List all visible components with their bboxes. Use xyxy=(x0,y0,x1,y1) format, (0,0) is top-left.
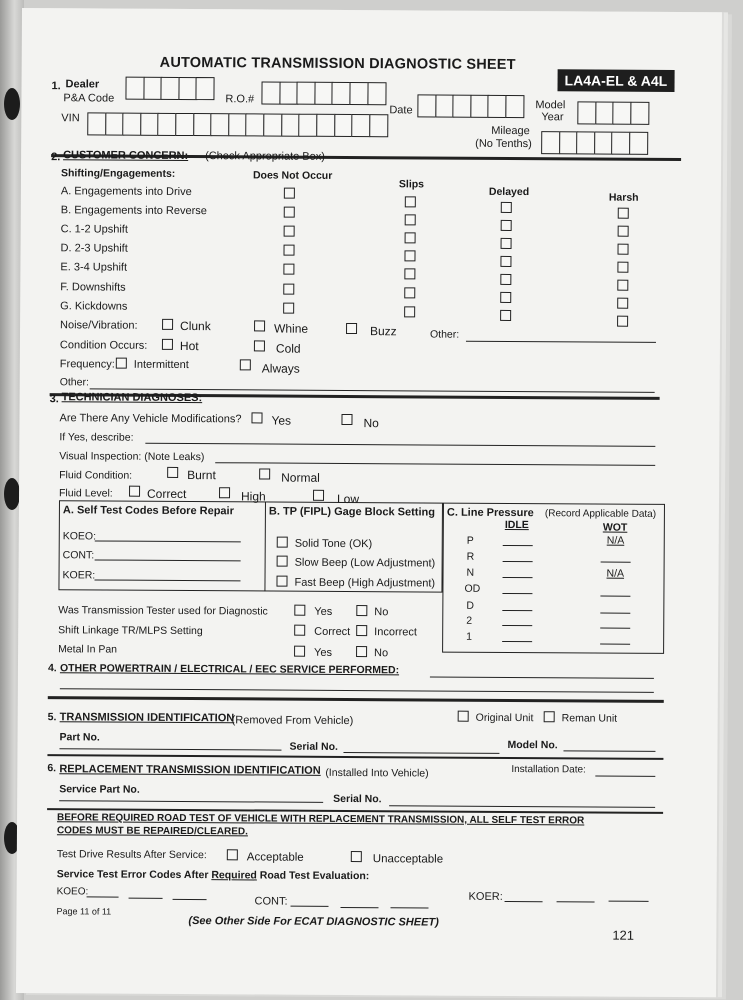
final-koer-field[interactable] xyxy=(609,901,649,902)
replacement-id-note: (Installed Into Vehicle) xyxy=(325,766,429,780)
burnt-label: Burnt xyxy=(187,468,216,483)
checkbox[interactable] xyxy=(501,220,512,231)
ro-label: R.O.# xyxy=(225,93,255,106)
describe-field[interactable] xyxy=(145,443,655,447)
gear-r: R xyxy=(466,550,475,563)
concern-row-label: F. Downshifts xyxy=(60,281,126,294)
road-test-warning-2: CODES MUST BE REPAIRED/CLEARED. xyxy=(56,825,248,838)
checkbox[interactable] xyxy=(617,280,628,291)
tester-no-label: No xyxy=(374,606,389,619)
model-no-field[interactable] xyxy=(563,750,655,752)
tester-no-checkbox[interactable] xyxy=(356,605,367,616)
modifications-label: Are There Any Vehicle Modifications? xyxy=(59,412,242,426)
slow-beep-label: Slow Beep (Low Adjustment) xyxy=(294,556,436,570)
customer-concern-title: CUSTOMER CONCERN: xyxy=(63,149,189,163)
page-number: 121 xyxy=(612,927,635,943)
condition-label: Condition Occurs: xyxy=(59,339,148,352)
wot-1-field[interactable] xyxy=(600,644,630,645)
vin-field[interactable] xyxy=(87,112,386,137)
checkbox[interactable] xyxy=(404,287,415,298)
intermittent-label: Intermittent xyxy=(133,358,189,372)
installation-date-label: Installation Date: xyxy=(511,764,586,776)
cold-label: Cold xyxy=(275,341,301,356)
gear-d: D xyxy=(466,599,474,612)
model-year-label: Model xyxy=(535,99,566,112)
hot-checkbox[interactable] xyxy=(162,339,173,350)
normal-checkbox[interactable] xyxy=(259,468,270,479)
gear-2: 2 xyxy=(466,614,473,627)
dealer-label: Dealer xyxy=(65,78,100,91)
whine-checkbox[interactable] xyxy=(254,320,265,331)
idle-r-field[interactable] xyxy=(503,561,533,562)
wot-column: WOT xyxy=(602,521,628,534)
col-does-not-occur: Does Not Occur xyxy=(252,169,333,182)
final-cont-field[interactable] xyxy=(341,907,379,908)
metal-in-pan-label: Metal In Pan xyxy=(58,643,118,656)
col-slips: Slips xyxy=(398,178,425,191)
page-count: Page 11 of 11 xyxy=(56,906,112,917)
whine-label: Whine xyxy=(274,321,309,336)
checkbox[interactable] xyxy=(501,202,512,213)
punch-hole xyxy=(4,478,20,510)
metal-yes-label: Yes xyxy=(314,646,333,659)
always-label: Always xyxy=(261,361,300,376)
results-label: Test Drive Results After Service: xyxy=(56,848,207,862)
delayed-checkboxes xyxy=(22,8,722,12)
punch-hole xyxy=(4,88,20,120)
transmission-id-title: TRANSMISSION IDENTIFICATION xyxy=(59,711,235,725)
buzz-label: Buzz xyxy=(369,324,397,339)
transmission-id-note: (Removed From Vehicle) xyxy=(231,714,354,728)
cont-label: CONT: xyxy=(62,549,95,562)
final-koer-label: KOER: xyxy=(468,890,503,903)
concern-row-label: C. 1-2 Upshift xyxy=(60,223,128,236)
model-badge: LA4A-EL & A4L xyxy=(558,69,675,92)
gear-1: 1 xyxy=(466,630,473,643)
gear-p: P xyxy=(466,534,474,547)
date-label: Date xyxy=(389,104,413,117)
normal-label: Normal xyxy=(281,470,320,485)
error-codes-label-required: Required xyxy=(211,869,257,882)
checkbox[interactable] xyxy=(284,188,295,199)
gage-block-title: B. TP (FIPL) Gage Block Setting xyxy=(268,505,436,519)
concern-row-label: G. Kickdowns xyxy=(60,300,128,313)
checkbox[interactable] xyxy=(283,245,294,256)
acceptable-checkbox[interactable] xyxy=(227,849,238,860)
error-codes-label-1: Service Test Error Codes After xyxy=(56,868,209,882)
frequency-label: Frequency: xyxy=(59,358,115,371)
shifting-label: Shifting/Engagements: xyxy=(60,167,176,180)
final-cont-field[interactable] xyxy=(291,906,329,907)
solid-tone-label: Solid Tone (OK) xyxy=(294,537,373,551)
section-2-number: 2. xyxy=(51,151,61,164)
idle-2-field[interactable] xyxy=(502,625,532,626)
other-service-field-2[interactable] xyxy=(60,688,654,693)
slips-checkboxes xyxy=(22,8,722,12)
serial-no-label: Serial No. xyxy=(289,740,338,753)
concern-row-label: E. 3-4 Upshift xyxy=(60,261,128,274)
model-year-field[interactable] xyxy=(577,101,648,124)
describe-label: If Yes, describe: xyxy=(59,431,134,444)
col-delayed: Delayed xyxy=(488,185,530,199)
date-field[interactable] xyxy=(417,94,523,118)
error-codes-label-2: Road Test Evaluation: xyxy=(259,869,370,883)
other2-label: Other: xyxy=(59,376,89,389)
visual-inspection-label: Visual Inspection: (Note Leaks) xyxy=(59,450,205,464)
checkbox[interactable] xyxy=(283,264,294,275)
wot-n-na: N/A xyxy=(606,567,625,580)
other-field[interactable] xyxy=(466,341,656,343)
idle-od-field[interactable] xyxy=(502,593,532,594)
unacceptable-checkbox[interactable] xyxy=(351,851,362,862)
checkbox[interactable] xyxy=(284,226,295,237)
burnt-checkbox[interactable] xyxy=(167,467,178,478)
cold-checkbox[interactable] xyxy=(254,340,265,351)
acceptable-label: Acceptable xyxy=(246,851,304,864)
clunk-label: Clunk xyxy=(180,318,211,334)
high-checkbox[interactable] xyxy=(219,487,230,498)
checkbox[interactable] xyxy=(500,310,511,321)
section-divider xyxy=(47,754,663,760)
customer-concern-note: (Check Appropriate Box) xyxy=(205,150,325,163)
ro-number-field[interactable] xyxy=(261,81,384,105)
checkbox[interactable] xyxy=(405,214,416,225)
low-label: Low xyxy=(336,491,360,507)
wot-2-field[interactable] xyxy=(600,628,630,629)
high-label: High xyxy=(240,489,266,504)
checkbox[interactable] xyxy=(500,274,511,285)
low-checkbox[interactable] xyxy=(313,490,324,501)
idle-d-field[interactable] xyxy=(502,610,532,611)
gear-n: N xyxy=(466,566,475,579)
technician-diagnoses-title: TECHNICIAN DIAGNOSES: xyxy=(61,391,203,405)
other-service-title: OTHER POWERTRAIN / ELECTRICAL / EEC SERVICE PERFORMED: xyxy=(59,662,400,677)
part-no-label: Part No. xyxy=(59,731,100,744)
section-5-number: 5. xyxy=(47,711,57,724)
modifications-yes-label: Yes xyxy=(271,413,292,428)
service-part-field[interactable] xyxy=(59,800,323,803)
final-koeo-field[interactable] xyxy=(87,896,119,897)
final-koer-field[interactable] xyxy=(557,901,595,902)
mileage-label: Mileage xyxy=(491,124,530,138)
fast-beep-checkbox[interactable] xyxy=(276,576,287,587)
section-3-number: 3. xyxy=(49,393,59,406)
checkbox[interactable] xyxy=(284,207,295,218)
line-pressure-note: (Record Applicable Data) xyxy=(544,508,657,520)
checkbox[interactable] xyxy=(404,250,415,261)
shift-correct-checkbox[interactable] xyxy=(294,625,305,636)
correct-label: Correct xyxy=(146,486,187,502)
checkbox[interactable] xyxy=(500,256,511,267)
checkbox[interactable] xyxy=(618,226,629,237)
gear-od: OD xyxy=(464,582,481,595)
shift-linkage-label: Shift Linkage TR/MLPS Setting xyxy=(58,624,203,638)
diagnostic-sheet xyxy=(16,8,722,997)
pa-code-field[interactable] xyxy=(125,77,213,101)
koer-label: KOER: xyxy=(62,569,96,582)
installation-date-field[interactable] xyxy=(595,776,655,777)
vin-label: VIN xyxy=(61,112,80,125)
serial-no-field[interactable] xyxy=(343,752,499,754)
does-not-occur-checkboxes xyxy=(22,8,722,12)
checkbox[interactable] xyxy=(617,316,628,327)
service-serial-field[interactable] xyxy=(389,805,655,808)
mileage-field[interactable] xyxy=(541,131,647,155)
koeo-label: KOEO: xyxy=(62,530,97,543)
section-4-number: 4. xyxy=(47,662,57,675)
line-pressure-frame xyxy=(442,503,665,654)
final-cont-field[interactable] xyxy=(391,907,429,908)
other-label: Other: xyxy=(429,328,460,341)
checkbox[interactable] xyxy=(404,306,415,317)
checkbox[interactable] xyxy=(404,268,415,279)
pa-code-label: P&A Code xyxy=(63,92,115,105)
final-koer-field[interactable] xyxy=(505,901,543,902)
fluid-level-label: Fluid Level: xyxy=(58,487,113,500)
shift-correct-label: Correct xyxy=(314,625,351,639)
fluid-condition-label: Fluid Condition: xyxy=(59,469,133,482)
self-test-title: A. Self Test Codes Before Repair xyxy=(62,504,234,518)
checkbox[interactable] xyxy=(618,244,629,255)
unacceptable-label: Unacceptable xyxy=(372,853,444,866)
line-pressure-title: C. Line Pressure xyxy=(446,506,534,520)
concern-row-label: D. 2-3 Upshift xyxy=(60,242,128,255)
part-no-field[interactable] xyxy=(59,748,281,750)
fast-beep-label: Fast Beep (High Adjustment) xyxy=(294,576,436,590)
checkbox[interactable] xyxy=(618,208,629,219)
section-6-number: 6. xyxy=(47,762,57,775)
final-cont-label: CONT: xyxy=(254,895,288,908)
section-1-number: 1. xyxy=(51,80,61,93)
final-koeo-field[interactable] xyxy=(173,899,207,900)
shift-incorrect-label: Incorrect xyxy=(374,626,418,639)
final-koeo-field[interactable] xyxy=(129,898,163,899)
reman-unit-label: Reman Unit xyxy=(561,712,618,725)
hot-label: Hot xyxy=(179,338,199,354)
modifications-no-checkbox[interactable] xyxy=(341,414,352,425)
modifications-no-label: No xyxy=(363,416,379,431)
model-year-label-2: Year xyxy=(541,111,564,124)
visual-inspection-field[interactable] xyxy=(215,462,655,466)
slow-beep-checkbox[interactable] xyxy=(277,556,288,567)
concern-row-label: B. Engagements into Reverse xyxy=(60,204,207,218)
model-no-label: Model No. xyxy=(507,738,558,752)
checkbox[interactable] xyxy=(283,284,294,295)
solid-tone-checkbox[interactable] xyxy=(277,537,288,548)
other-service-field[interactable] xyxy=(430,677,654,679)
sheet-title: AUTOMATIC TRANSMISSION DIAGNOSTIC SHEET xyxy=(159,54,516,74)
section-divider xyxy=(48,696,664,703)
checkbox[interactable] xyxy=(283,303,294,314)
footer-note: (See Other Side For ECAT DIAGNOSTIC SHEET) xyxy=(188,915,439,929)
wot-d-field[interactable] xyxy=(600,613,630,614)
metal-no-checkbox[interactable] xyxy=(356,646,367,657)
harsh-checkboxes xyxy=(22,8,722,12)
wot-r-field[interactable] xyxy=(601,562,631,563)
final-koeo-label: KOEO: xyxy=(56,886,89,898)
noise-label: Noise/Vibration: xyxy=(60,319,138,332)
buzz-checkbox[interactable] xyxy=(346,323,357,334)
checkbox[interactable] xyxy=(501,238,512,249)
checkbox[interactable] xyxy=(617,298,628,309)
tester-label: Was Transmission Tester used for Diagnostic xyxy=(58,604,268,618)
error-codes-label xyxy=(57,868,370,882)
replacement-id-title: REPLACEMENT TRANSMISSION IDENTIFICATION xyxy=(59,763,321,777)
metal-no-label: No xyxy=(374,647,389,660)
original-unit-checkbox[interactable] xyxy=(458,711,469,722)
clunk-checkbox[interactable] xyxy=(162,319,173,330)
col-harsh: Harsh xyxy=(608,191,639,204)
checkbox[interactable] xyxy=(617,262,628,273)
metal-yes-checkbox[interactable] xyxy=(294,646,305,657)
checkbox[interactable] xyxy=(405,196,416,207)
always-checkbox[interactable] xyxy=(240,359,251,370)
mileage-label-2: (No Tenths) xyxy=(475,137,532,151)
service-serial-label: Serial No. xyxy=(333,792,382,806)
wot-od-field[interactable] xyxy=(600,596,630,597)
concern-row-label: A. Engagements into Drive xyxy=(60,185,192,199)
correct-checkbox[interactable] xyxy=(129,486,140,497)
original-unit-label: Original Unit xyxy=(475,711,534,725)
modifications-yes-checkbox[interactable] xyxy=(251,412,262,423)
checkbox[interactable] xyxy=(405,232,416,243)
service-part-label: Service Part No. xyxy=(59,783,140,796)
tester-yes-label: Yes xyxy=(314,605,333,618)
idle-1-field[interactable] xyxy=(502,641,532,642)
shift-incorrect-checkbox[interactable] xyxy=(356,625,367,636)
idle-p-field[interactable] xyxy=(503,545,533,546)
tester-yes-checkbox[interactable] xyxy=(294,605,305,616)
checkbox[interactable] xyxy=(500,292,511,303)
idle-column: IDLE xyxy=(504,518,529,532)
idle-n-field[interactable] xyxy=(503,577,533,578)
reman-unit-checkbox[interactable] xyxy=(544,711,555,722)
road-test-warning-1: BEFORE REQUIRED ROAD TEST OF VEHICLE WITH REPLACEMENT TRANSMISSION, ALL SELF TEST ERROR xyxy=(57,812,585,827)
wot-p-na: N/A xyxy=(606,534,625,547)
intermittent-checkbox[interactable] xyxy=(116,358,127,369)
